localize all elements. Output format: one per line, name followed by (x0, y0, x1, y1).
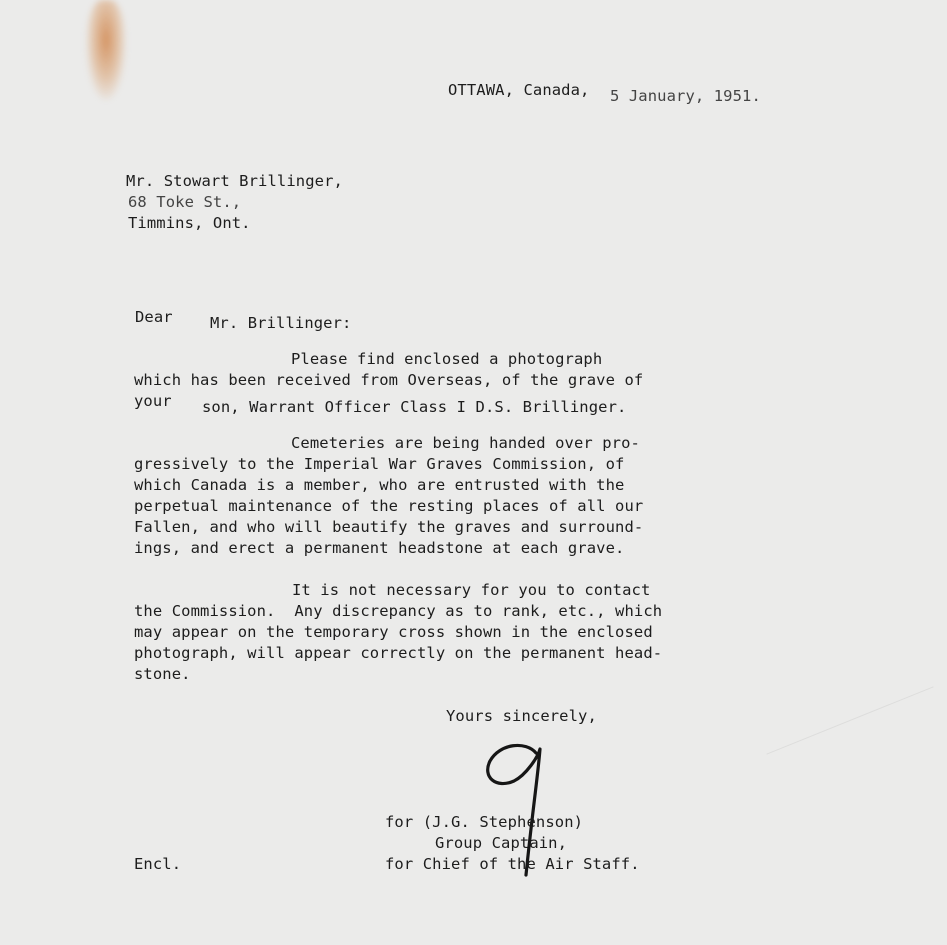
signatory-office: for Chief of the Air Staff. (385, 855, 640, 873)
para2-line6: ings, and erect a permanent headstone at each grave. (134, 539, 625, 557)
para1-line3b: son, Warrant Officer Class I D.S. Brillinger. (202, 398, 627, 416)
para3-line1: It is not necessary for you to contact (292, 581, 651, 599)
para1-line2: which has been received from Overseas, of the grave of (134, 371, 644, 389)
paper-crease (766, 686, 933, 754)
signatory-title: Group Captain, (435, 834, 568, 852)
recipient-city: Timmins, Ont. (128, 214, 251, 232)
letter-place: OTTAWA, Canada, (448, 81, 590, 99)
para3-line4: photograph, will appear correctly on the permanent head- (134, 644, 663, 662)
para2-line4: perpetual maintenance of the resting places of all our (134, 497, 644, 515)
para1-line1: Please find enclosed a photograph (291, 350, 603, 368)
closing-text: Yours sincerely, (446, 707, 597, 725)
paper-stain (86, 0, 126, 100)
recipient-street: 68 Toke St., (128, 193, 242, 211)
para2-line3: which Canada is a member, who are entrusted with the (134, 476, 625, 494)
para3-line5: stone. (134, 665, 191, 683)
recipient-name: Mr. Stowart Brillinger, (126, 172, 343, 190)
para3-line3: may appear on the temporary cross shown in the enclosed (134, 623, 653, 641)
para2-line5: Fallen, and who will beautify the graves and surround- (134, 518, 644, 536)
para2-line2: gressively to the Imperial War Graves Commission, of (134, 455, 625, 473)
enclosure-note: Encl. (134, 855, 182, 873)
para2-line1: Cemeteries are being handed over pro- (291, 434, 640, 452)
para3-line2: the Commission. Any discrepancy as to rank, etc., which (134, 602, 663, 620)
letter-date: 5 January, 1951. (610, 87, 761, 105)
para1-line3a: your (134, 392, 172, 410)
signatory-name: for (J.G. Stephenson) (385, 813, 584, 831)
salutation-name: Mr. Brillinger: (210, 314, 352, 332)
salutation-dear: Dear (135, 308, 173, 326)
